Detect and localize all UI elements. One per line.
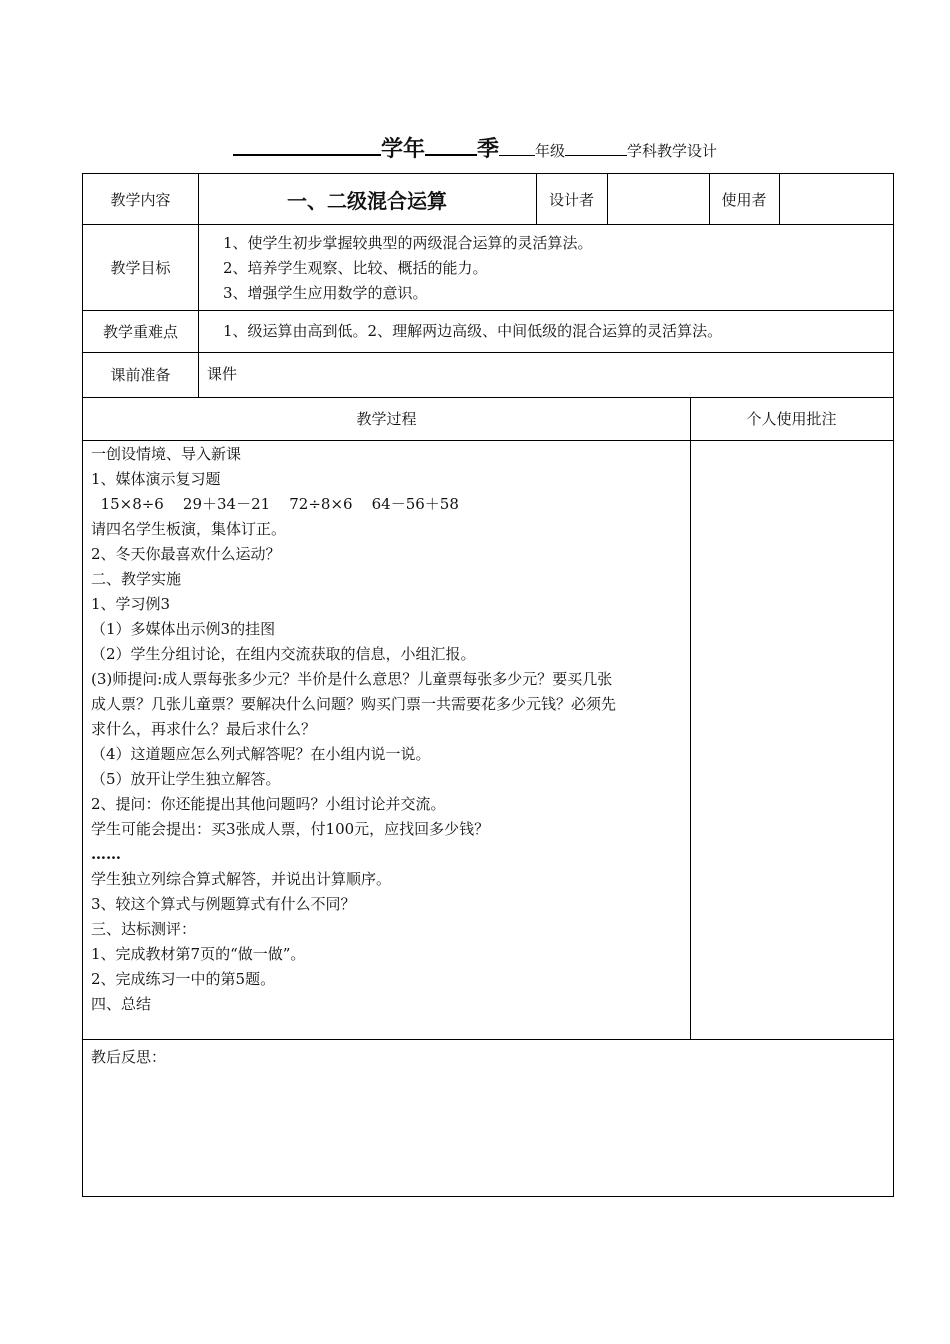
process-line: 3、较这个算式与例题算式有什么不同？ — [91, 895, 356, 913]
process-line: 一创设情境、导入新课 — [91, 445, 242, 463]
designer-field[interactable] — [607, 174, 709, 224]
title-xuenian: 学年 — [380, 137, 425, 162]
label-teaching-content: 教学内容 — [110, 190, 171, 209]
label-teaching-goals: 教学目标 — [110, 258, 171, 277]
goal-item: 2、培养学生观察、比较、概括的能力。 — [223, 259, 488, 277]
preparation-text: 课件 — [207, 365, 238, 383]
lesson-topic: 一、二级混合运算 — [287, 188, 447, 213]
label-preparation: 课前准备 — [110, 366, 171, 384]
reflection-area[interactable] — [83, 1070, 893, 1196]
process-line: 请四名学生板演，集体订正。 — [91, 520, 287, 538]
process-line: (3)师提问:成人票每张多少元？半价是什么意思？儿童票每张多少元？要买几张 — [91, 670, 613, 688]
process-header: 教学过程 — [356, 410, 417, 428]
process-line: （2）学生分组讨论，在组内交流获取的信息，小组汇报。 — [91, 645, 476, 663]
process-line: 15×8÷6 29＋34－21 72÷8×6 64－56＋58 — [91, 495, 459, 513]
title-ji: 季 — [476, 137, 499, 162]
goal-item: 3、增强学生应用数学的意识。 — [223, 284, 428, 302]
subject-blank — [565, 151, 627, 156]
row-divider — [83, 1039, 893, 1040]
process-line: 求什么，再求什么？最后求什么？ — [91, 720, 317, 738]
process-line: …… — [91, 845, 121, 863]
key-points-text: 1、级运算由高到低。2、理解两边高级、中间低级的混合运算的灵活算法。 — [223, 322, 723, 340]
process-line: 学生可能会提出：买3张成人票，付100元，应找回多少钱？ — [91, 820, 490, 838]
label-user: 使用者 — [721, 190, 767, 209]
season-blank — [425, 150, 477, 156]
row-divider — [83, 224, 893, 225]
label-key-points: 教学重难点 — [102, 322, 178, 341]
process-line: 四、总结 — [91, 995, 152, 1013]
title-nianji: 年级 — [535, 142, 566, 160]
notes-area[interactable] — [691, 441, 893, 1039]
process-line: 2、完成练习一中的第5题。 — [91, 970, 276, 988]
title-design: 学科教学设计 — [627, 142, 718, 160]
process-line: 1、完成教材第7页的“做一做”。 — [91, 945, 306, 963]
process-line: 2、提问：你还能提出其他问题吗？小组讨论并交流。 — [91, 795, 446, 813]
process-line: 学生独立列综合算式解答，并说出计算顺序。 — [91, 870, 392, 888]
page-title — [0, 132, 950, 163]
process-line: 二、教学实施 — [91, 570, 182, 588]
user-field[interactable] — [779, 174, 893, 224]
process-line: （1）多媒体出示例3的挂图 — [91, 620, 276, 638]
process-line: 2、冬天你最喜欢什么运动？ — [91, 545, 281, 563]
label-designer: 设计者 — [548, 190, 594, 209]
process-line: （4）这道题应怎么列式解答呢？在小组内说一说。 — [91, 745, 431, 763]
goals-list — [223, 231, 883, 306]
process-line: 成人票？几张儿童票？要解决什么问题？购买门票一共需要花多少元钱？必须先 — [91, 695, 617, 713]
year-blank — [233, 150, 381, 156]
process-line: 1、媒体演示复习题 — [91, 470, 221, 488]
lesson-plan-table — [82, 173, 894, 1197]
notes-header: 个人使用批注 — [746, 410, 837, 428]
goal-item: 1、使学生初步掌握较典型的两级混合运算的灵活算法。 — [223, 234, 593, 252]
process-line: 三、达标测评： — [91, 920, 197, 938]
process-body — [91, 442, 687, 1017]
process-line: （5）放开让学生独立解答。 — [91, 770, 281, 788]
grade-blank — [499, 151, 535, 156]
reflection-label: 教后反思： — [91, 1048, 167, 1066]
process-line: 1、学习例3 — [91, 595, 171, 613]
